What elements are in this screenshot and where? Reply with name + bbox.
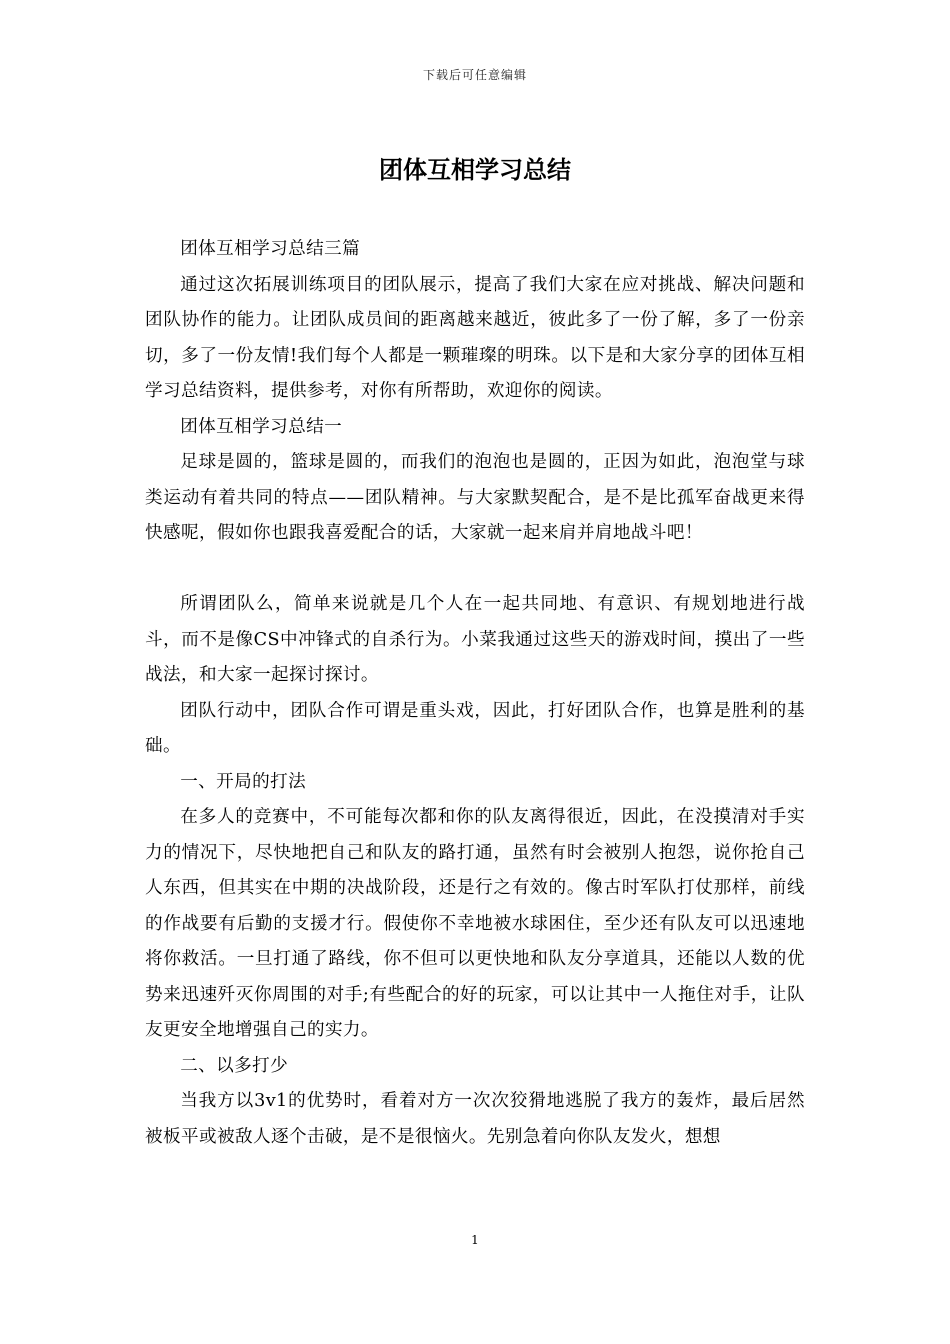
document-body bbox=[145, 232, 805, 1155]
paragraph-intro: 通过这次拓展训练项目的团队展示，提高了我们大家在应对挑战、解决问题和团队协作的能力。让团队成员间的距离越来越近，彼此多了一份了解，多了一份亲切，多了一份友情!我们每个人都是一颗璀璨的明珠。以下是和大家分享的团体互相学习总结资料，提供参考，对你有所帮助，欢迎你的阅读。 bbox=[145, 274, 805, 401]
paragraph-heading: 二、以多打少 bbox=[180, 1055, 289, 1076]
paragraph: 足球是圆的，篮球是圆的，而我们的泡泡也是圆的，正因为如此，泡泡堂与球类运动有着共同的特点——团队精神。与大家默契配合，是不是比孤军奋战更来得快感呢，假如你也跟我喜爱配合的话，大家就一起来肩并肩地战斗吧！ bbox=[145, 452, 805, 543]
page-number: 1 bbox=[471, 1233, 479, 1247]
paragraph: 所谓团队么，简单来说就是几个人在一起共同地、有意识、有规划地进行战斗，而不是像CS中冲锋式的自杀行为。小菜我通过这些天的游戏时间，摸出了一些战法，和大家一起探讨探讨。 bbox=[145, 594, 805, 685]
paragraph: 团队行动中，团队合作可谓是重头戏，因此，打好团队合作，也算是胜利的基础。 bbox=[145, 700, 805, 756]
header-note: 下载后可任意编辑 bbox=[422, 68, 527, 82]
paragraph-heading: 一、开局的打法 bbox=[180, 771, 307, 792]
paragraph: 当我方以3v1的优势时，看着对方一次次狡猾地逃脱了我方的轰炸，最后居然被板平或被敌人逐个击破，是不是很恼火。先别急着向你队友发火，想想 bbox=[145, 1091, 805, 1147]
paragraph: 在多人的竞赛中，不可能每次都和你的队友离得很近，因此，在没摸清对手实力的情况下，尽快地把自己和队友的路打通，虽然有时会被别人抱怨，说你抢自己人东西，但其实在中期的决战阶段，还是行之有效的。像古时军队打仗那样，前线的作战要有后勤的支援才行。假使你不幸地被水球困住，至少还有队友可以迅速地将你救活。一旦打通了路线，你不但可以更快地和队友分享道具，还能以人数的优势来迅速歼灭你周围的对手;有些配合的好的玩家，可以让其中一人拖住对手，让队友更安全地增强自己的实力。 bbox=[145, 807, 805, 1040]
blank-line bbox=[145, 552, 805, 588]
document-title: 团体互相学习总结 bbox=[379, 156, 571, 184]
paragraph-section-heading: 团体互相学习总结一 bbox=[180, 416, 343, 437]
paragraph-subtitle: 团体互相学习总结三篇 bbox=[180, 239, 361, 259]
